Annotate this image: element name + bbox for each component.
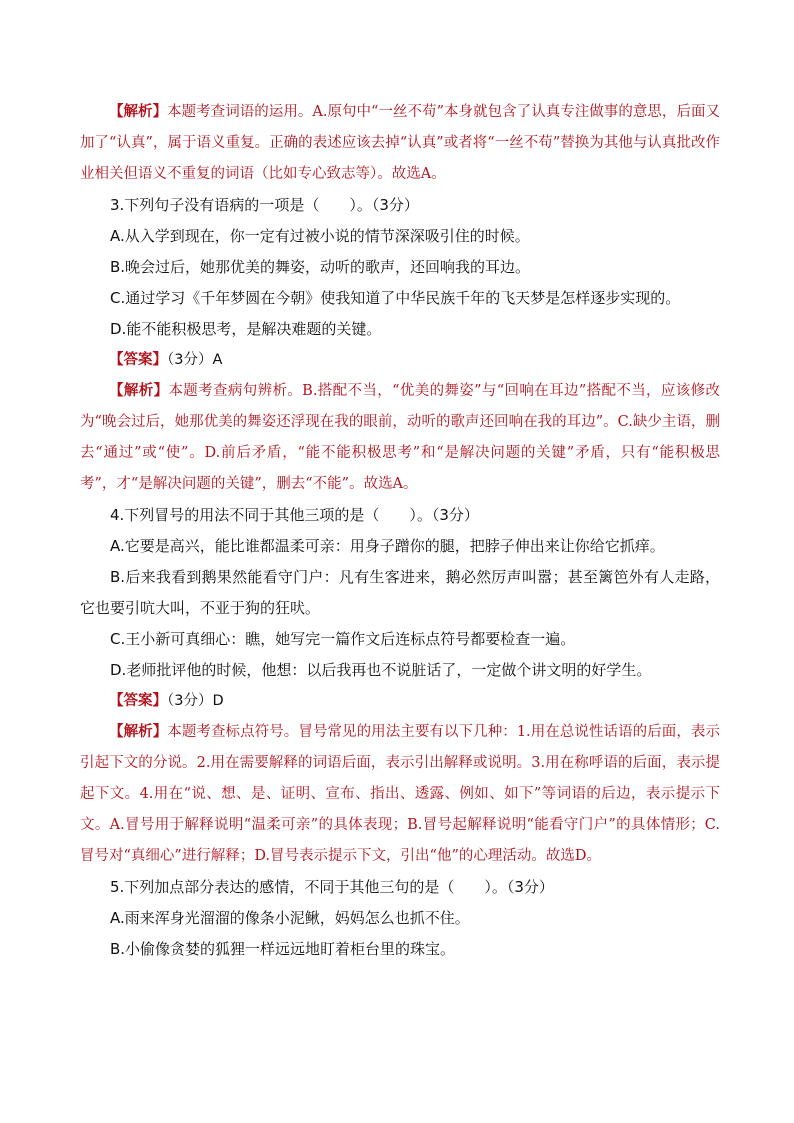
analysis-tag: 【解析】: [109, 104, 168, 120]
question-line: B.晚会过后，她那优美的舞姿，动听的歌声，还回响我的耳边。: [110, 258, 531, 276]
analysis-paragraph: [80, 97, 720, 190]
answer-tag: 【答案】: [109, 693, 167, 709]
answer-paragraph: [80, 686, 720, 717]
question-line: A.从入学到现在，你一定有过被小说的情节深深吸引住的时候。: [110, 227, 530, 245]
question-line: D.老师批评他的时候，他想：以后我再也不说脏话了，一定做个讲文明的好学生。: [110, 661, 652, 679]
document-page: [80, 97, 720, 965]
analysis-paragraph: [80, 376, 720, 500]
question-line: B.小偷像贪婪的狐狸一样远远地盯着柜台里的珠宝。: [110, 940, 456, 958]
question-line: A.雨来浑身光溜溜的像条小泥鳅，妈妈怎么也抓不住。: [110, 909, 470, 927]
analysis-text: 本题考查标点符号。冒号常见的用法主要有以下几种：1.用在总说性话语的后面，表示引起下文的分说。2.用在需要解释的词语后面，表示引出解释或说明。3.用在称呼语的后面，表示提起下文。4.用在“说、想、是、证明、宣布、指出、透露、例如、如下”等词语的后边，表示提示下文。A.冒号用于解释说明“温柔可亲”的具体表现；B.冒号起解释说明“能看守门户”的具体情形；C.冒号对“真细心”进行解释；D.冒号表示提示下文，引出“他”的心理活动。故选D。: [80, 724, 720, 864]
question-line: D.能不能积极思考，是解决难题的关键。: [110, 320, 382, 338]
answer-tag: 【答案】: [109, 352, 167, 368]
question-line: C.通过学习《千年梦圆在今朝》使我知道了中华民族千年的飞天梦是怎样逐步实现的。: [110, 289, 681, 307]
question-line: C.王小新可真细心：瞧，她写完一篇作文后连标点符号都要检查一遍。: [110, 630, 576, 648]
analysis-tag: 【解析】: [109, 383, 169, 399]
question-line: 5.下列加点部分表达的感情，不同于其他三句的是（ ）。（3分）: [110, 878, 554, 896]
analysis-text: 本题考查病句辨析。B.搭配不当，“优美的舞姿”与“回响在耳边”搭配不当，应该修改为“晚会过后，她那优美的舞姿还浮现在我的眼前，动听的歌声还回响在我的耳边”。C.缺少主语，删去“通过”或“使”。D.前后矛盾，“能不能积极思考”和“是解决问题的关键”矛盾，只有“能积极思考”，才“是解决问题的关键”，删去“不能”。故选A。: [80, 383, 720, 492]
analysis-paragraph: [80, 717, 720, 872]
question-line: B.后来我看到鹅果然能看守门户：凡有生客进来，鹅必然厉声叫嚣；甚至篱笆外有人走路，它也要引吭大叫，不亚于狗的狂吠。: [80, 568, 720, 617]
question-line: A.它要是高兴，能比谁都温柔可亲：用身子蹭你的腿，把脖子伸出来让你给它抓痒。: [110, 537, 665, 555]
answer-paragraph: [80, 345, 720, 376]
answer-text: （3分）A: [167, 352, 223, 368]
analysis-tag: 【解析】: [109, 724, 168, 740]
question-line: 3.下列句子没有语病的一项是（ ）。（3分）: [110, 196, 419, 214]
answer-text: （3分）D: [167, 693, 224, 709]
question-line: 4.下列冒号的用法不同于其他三项的是（ ）。（3分）: [110, 506, 479, 524]
analysis-text: 本题考查词语的运用。A.原句中“一丝不苟”本身就包含了认真专注做事的意思，后面又加了“认真”，属于语义重复。正确的表述应该去掉“认真”或者将“一丝不苟”替换为其他与认真批改作业相关但语义不重复的词语（比如专心致志等）。故选A。: [80, 104, 721, 182]
